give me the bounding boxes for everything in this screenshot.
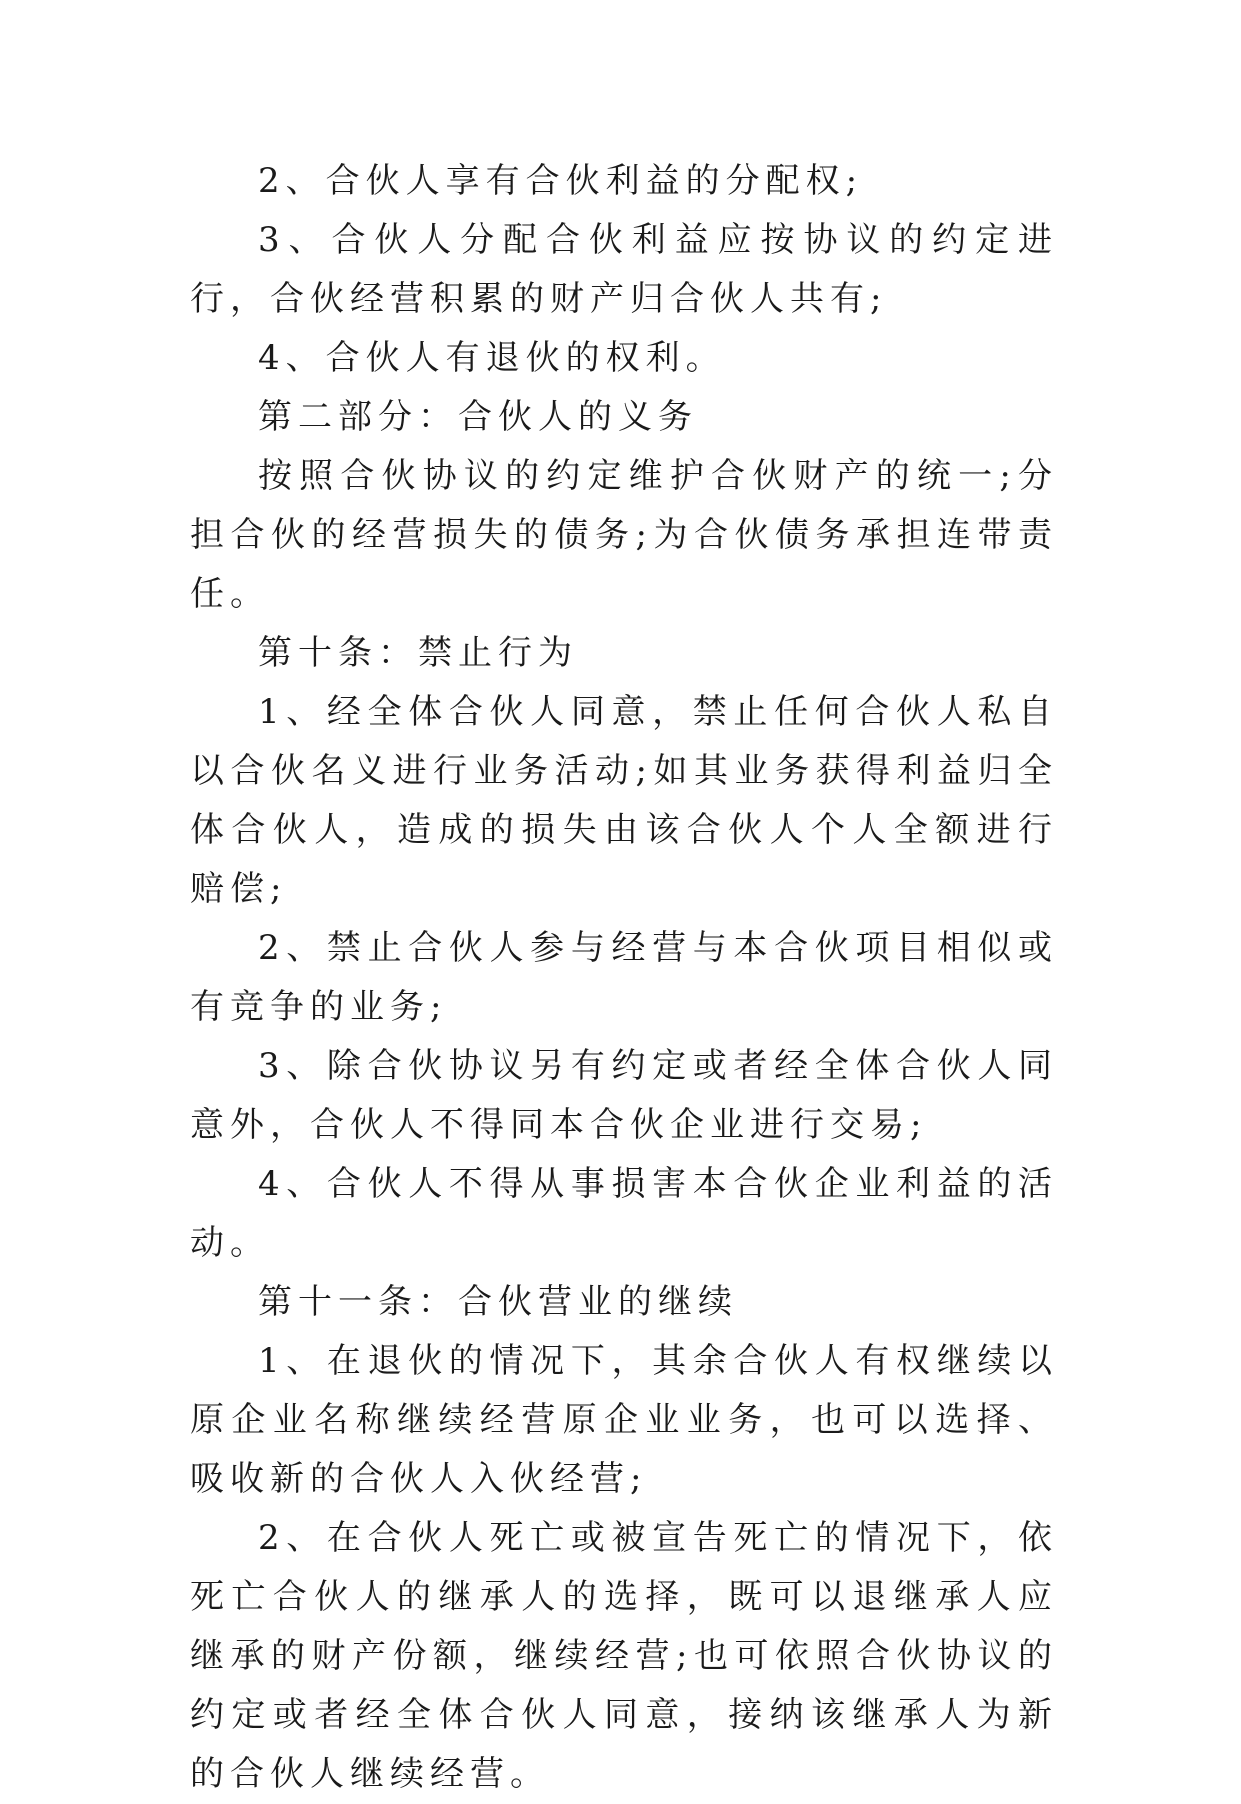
paragraph: 3、合伙人分配合伙利益应按协议的约定进行，合伙经营积累的财产归合伙人共有; [190,220,1058,319]
paragraph: 4、合伙人有退伙的权利。 [258,338,726,378]
article-heading: 第十一条：合伙营业的继续 [258,1282,738,1322]
article-heading: 第十条：禁止行为 [258,633,578,673]
paragraph: 3、除合伙协议另有约定或者经全体合伙人同意外，合伙人不得同本合伙企业进行交易; [190,1046,1058,1145]
document-body [190,152,1058,1804]
paragraph: 2、在合伙人死亡或被宣告死亡的情况下，依死亡合伙人的继承人的选择，既可以退继承人应继承的财产份额，继续经营;也可依照合伙协议的约定或者经全体合伙人同意，接纳该继承人为新的合伙人继续经营。 [190,1518,1058,1794]
paragraph: 按照合伙协议的约定维护合伙财产的统一;分担合伙的经营损失的债务;为合伙债务承担连带责任。 [190,456,1058,614]
paragraph: 2、合伙人享有合伙利益的分配权; [258,161,864,201]
paragraph: 4、合伙人不得从事损害本合伙企业利益的活动。 [190,1164,1058,1263]
paragraph: 1、经全体合伙人同意，禁止任何合伙人私自以合伙名义进行业务活动;如其业务获得利益归全体合伙人，造成的损失由该合伙人个人全额进行赔偿; [190,692,1058,909]
paragraph: 1、在退伙的情况下，其余合伙人有权继续以原企业名称继续经营原企业业务，也可以选择、吸收新的合伙人入伙经营; [190,1341,1058,1499]
paragraph: 2、禁止合伙人参与经营与本合伙项目相似或有竞争的业务; [190,928,1058,1027]
section-heading: 第二部分：合伙人的义务 [258,397,698,437]
